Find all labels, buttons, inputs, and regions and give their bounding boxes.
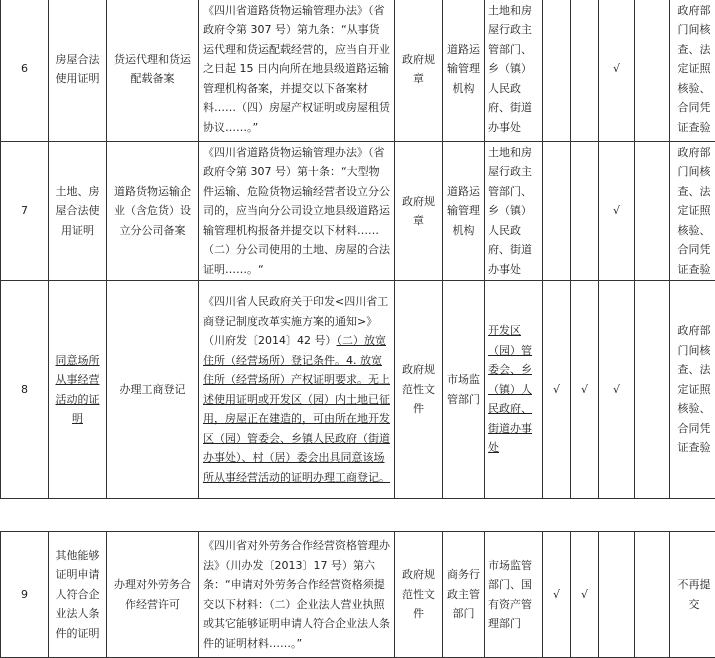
matter-name: 货运代理和货运配载备案	[107, 0, 199, 142]
check-mark: √	[599, 142, 635, 281]
issuing-authority: 道路运输管理机构	[443, 0, 485, 142]
basis-type: 政府规章	[395, 142, 443, 281]
responsible-department: 土地和房屋行政主管部门、乡（镇）人民政府、街道办事处	[485, 0, 543, 142]
certificate-name: 其他能够证明申请人符合企业法人条件的证明	[49, 532, 107, 658]
check-mark	[543, 142, 571, 281]
verification-method: 政府部门间核查、法定证照核验、合同凭证查验	[670, 281, 715, 499]
row-number: 6	[1, 0, 49, 142]
responsible-department: 开发区（园）管委会、乡（镇）人民政府、街道办事处	[485, 281, 543, 499]
check-mark	[571, 142, 599, 281]
basis-type: 政府规章	[395, 0, 443, 142]
matter-name: 办理对外劳务合作经营许可	[107, 532, 199, 658]
table-row	[1, 0, 715, 142]
row-number: 7	[1, 142, 49, 281]
verification-method: 政府部门间核查、法定证照核验、合同凭证查验	[670, 142, 715, 281]
issuing-authority: 道路运输管理机构	[443, 142, 485, 281]
certificate-name: 房屋合法使用证明	[49, 0, 107, 142]
matter-name: 道路货物运输企业（含危货）设立分公司备案	[107, 142, 199, 281]
responsible-department: 土地和房屋行政主管部门、乡（镇）人民政府、街道办事处	[485, 142, 543, 281]
responsible-department: 市场监管部门、国有资产管理部门	[485, 532, 543, 658]
basis-type: 政府规范性文件	[395, 532, 443, 658]
issuing-authority: 市场监管部门	[443, 281, 485, 499]
verification-method: 政府部门间核查、法定证照核验、合同凭证查验	[670, 0, 715, 142]
check-mark: √	[571, 532, 599, 658]
check-mark: √	[571, 281, 599, 499]
matter-name: 办理工商登记	[107, 281, 199, 499]
table-row	[1, 532, 715, 658]
certificate-name: 同意场所从事经营活动的证明	[49, 281, 107, 499]
table-row	[1, 281, 715, 499]
check-mark: √	[599, 281, 635, 499]
check-mark	[571, 0, 599, 142]
check-mark	[599, 532, 635, 658]
legal-basis	[199, 281, 395, 499]
check-mark	[635, 0, 670, 142]
check-mark	[635, 142, 670, 281]
legal-basis-title: 《四川省人民政府关于印发<四川省工商登记制度改革实施方案的通知>》（川府发〔2014〕42 号）	[203, 295, 388, 347]
check-mark: √	[599, 0, 635, 142]
certificate-name: 土地、房屋合法使用证明	[49, 142, 107, 281]
check-mark	[635, 281, 670, 499]
table-row	[1, 142, 715, 281]
check-mark	[635, 532, 670, 658]
legal-basis: 《四川省道路货物运输管理办法》（省政府令第 307 号）第九条：“从事货运代理和货运配载经营的，应当自开业之日起 15 日内向所在地县级道路运输管理机构备案，并提交以下备案材料……（四）房屋产权证明或房屋租赁协议……。”	[199, 0, 395, 142]
check-mark: √	[543, 281, 571, 499]
certificate-table-bottom	[0, 531, 715, 658]
issuing-authority: 商务行政主管部门	[443, 532, 485, 658]
row-number: 9	[1, 532, 49, 658]
legal-basis: 《四川省对外劳务合作经营资格管理办法》（川办发〔2013〕17 号）第六条：“申请对外劳务合作经营资格须提交以下材料：（二）企业法人营业执照或其它能够证明申请人符合企业法人条件的证明材料……。”	[199, 532, 395, 658]
legal-basis-underlined: （二）放宽住所（经营场所）登记条件。4. 放宽住所（经营场所）产权证明要求。无上述使用证明或开发区（园）内土地已征用，房屋正在建造的，可由所在地开发区（园）管委会、乡镇人民政府（街道办事处）、村（居）委会出具同意该场所从事经营活动的证明办理工商登记。	[203, 334, 390, 484]
basis-type: 政府规范性文件	[395, 281, 443, 499]
check-mark	[543, 0, 571, 142]
row-number: 8	[1, 281, 49, 499]
legal-basis: 《四川省道路货物运输管理办法》（省政府令第 307 号）第十条：“大型物件运输、危险货物运输经营者设立分公司的，应当向分公司设立地县级道路运输管理机构报备并提交以下材料……（二）分公司使用的土地、房屋的合法证明……。“	[199, 142, 395, 281]
verification-method: 不再提交	[670, 532, 715, 658]
check-mark: √	[543, 532, 571, 658]
